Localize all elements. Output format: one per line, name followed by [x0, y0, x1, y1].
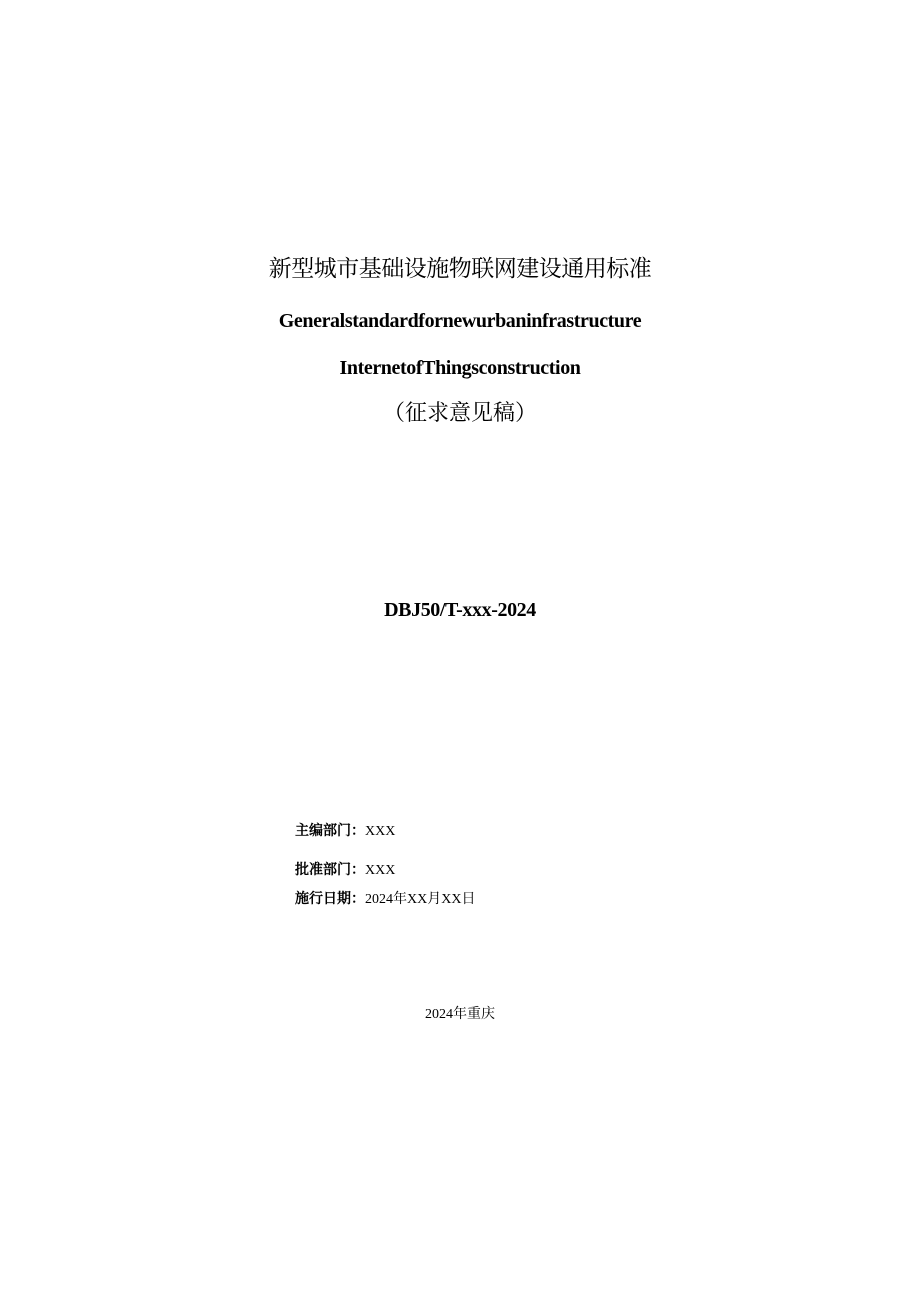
document-title-english-line-1: Generalstandardfornewurbaninfrastructure — [278, 310, 642, 332]
footer-place-year: 2024年重庆 — [425, 1007, 495, 1022]
approver-label: 批准部门： — [295, 862, 365, 878]
draft-status-note: （征求意见稿） — [382, 401, 537, 426]
info-row-effective-date — [295, 889, 475, 910]
editor-label: 主编部门： — [295, 823, 365, 839]
approver-value: XXX — [365, 863, 396, 878]
editor-value: XXX — [365, 824, 396, 839]
info-row-editor — [295, 821, 395, 842]
document-title-chinese: 新型城市基础设施物联网建设通用标准 — [268, 256, 652, 282]
info-row-approver — [295, 860, 395, 881]
effective-date-label: 施行日期： — [295, 891, 365, 907]
document-title-english-line-2: InternetofThingsconstruction — [339, 357, 581, 379]
standard-code: DBJ50/T-xxx-2024 — [384, 599, 536, 621]
effective-date-value: 2024年XX月XX日 — [365, 892, 476, 907]
